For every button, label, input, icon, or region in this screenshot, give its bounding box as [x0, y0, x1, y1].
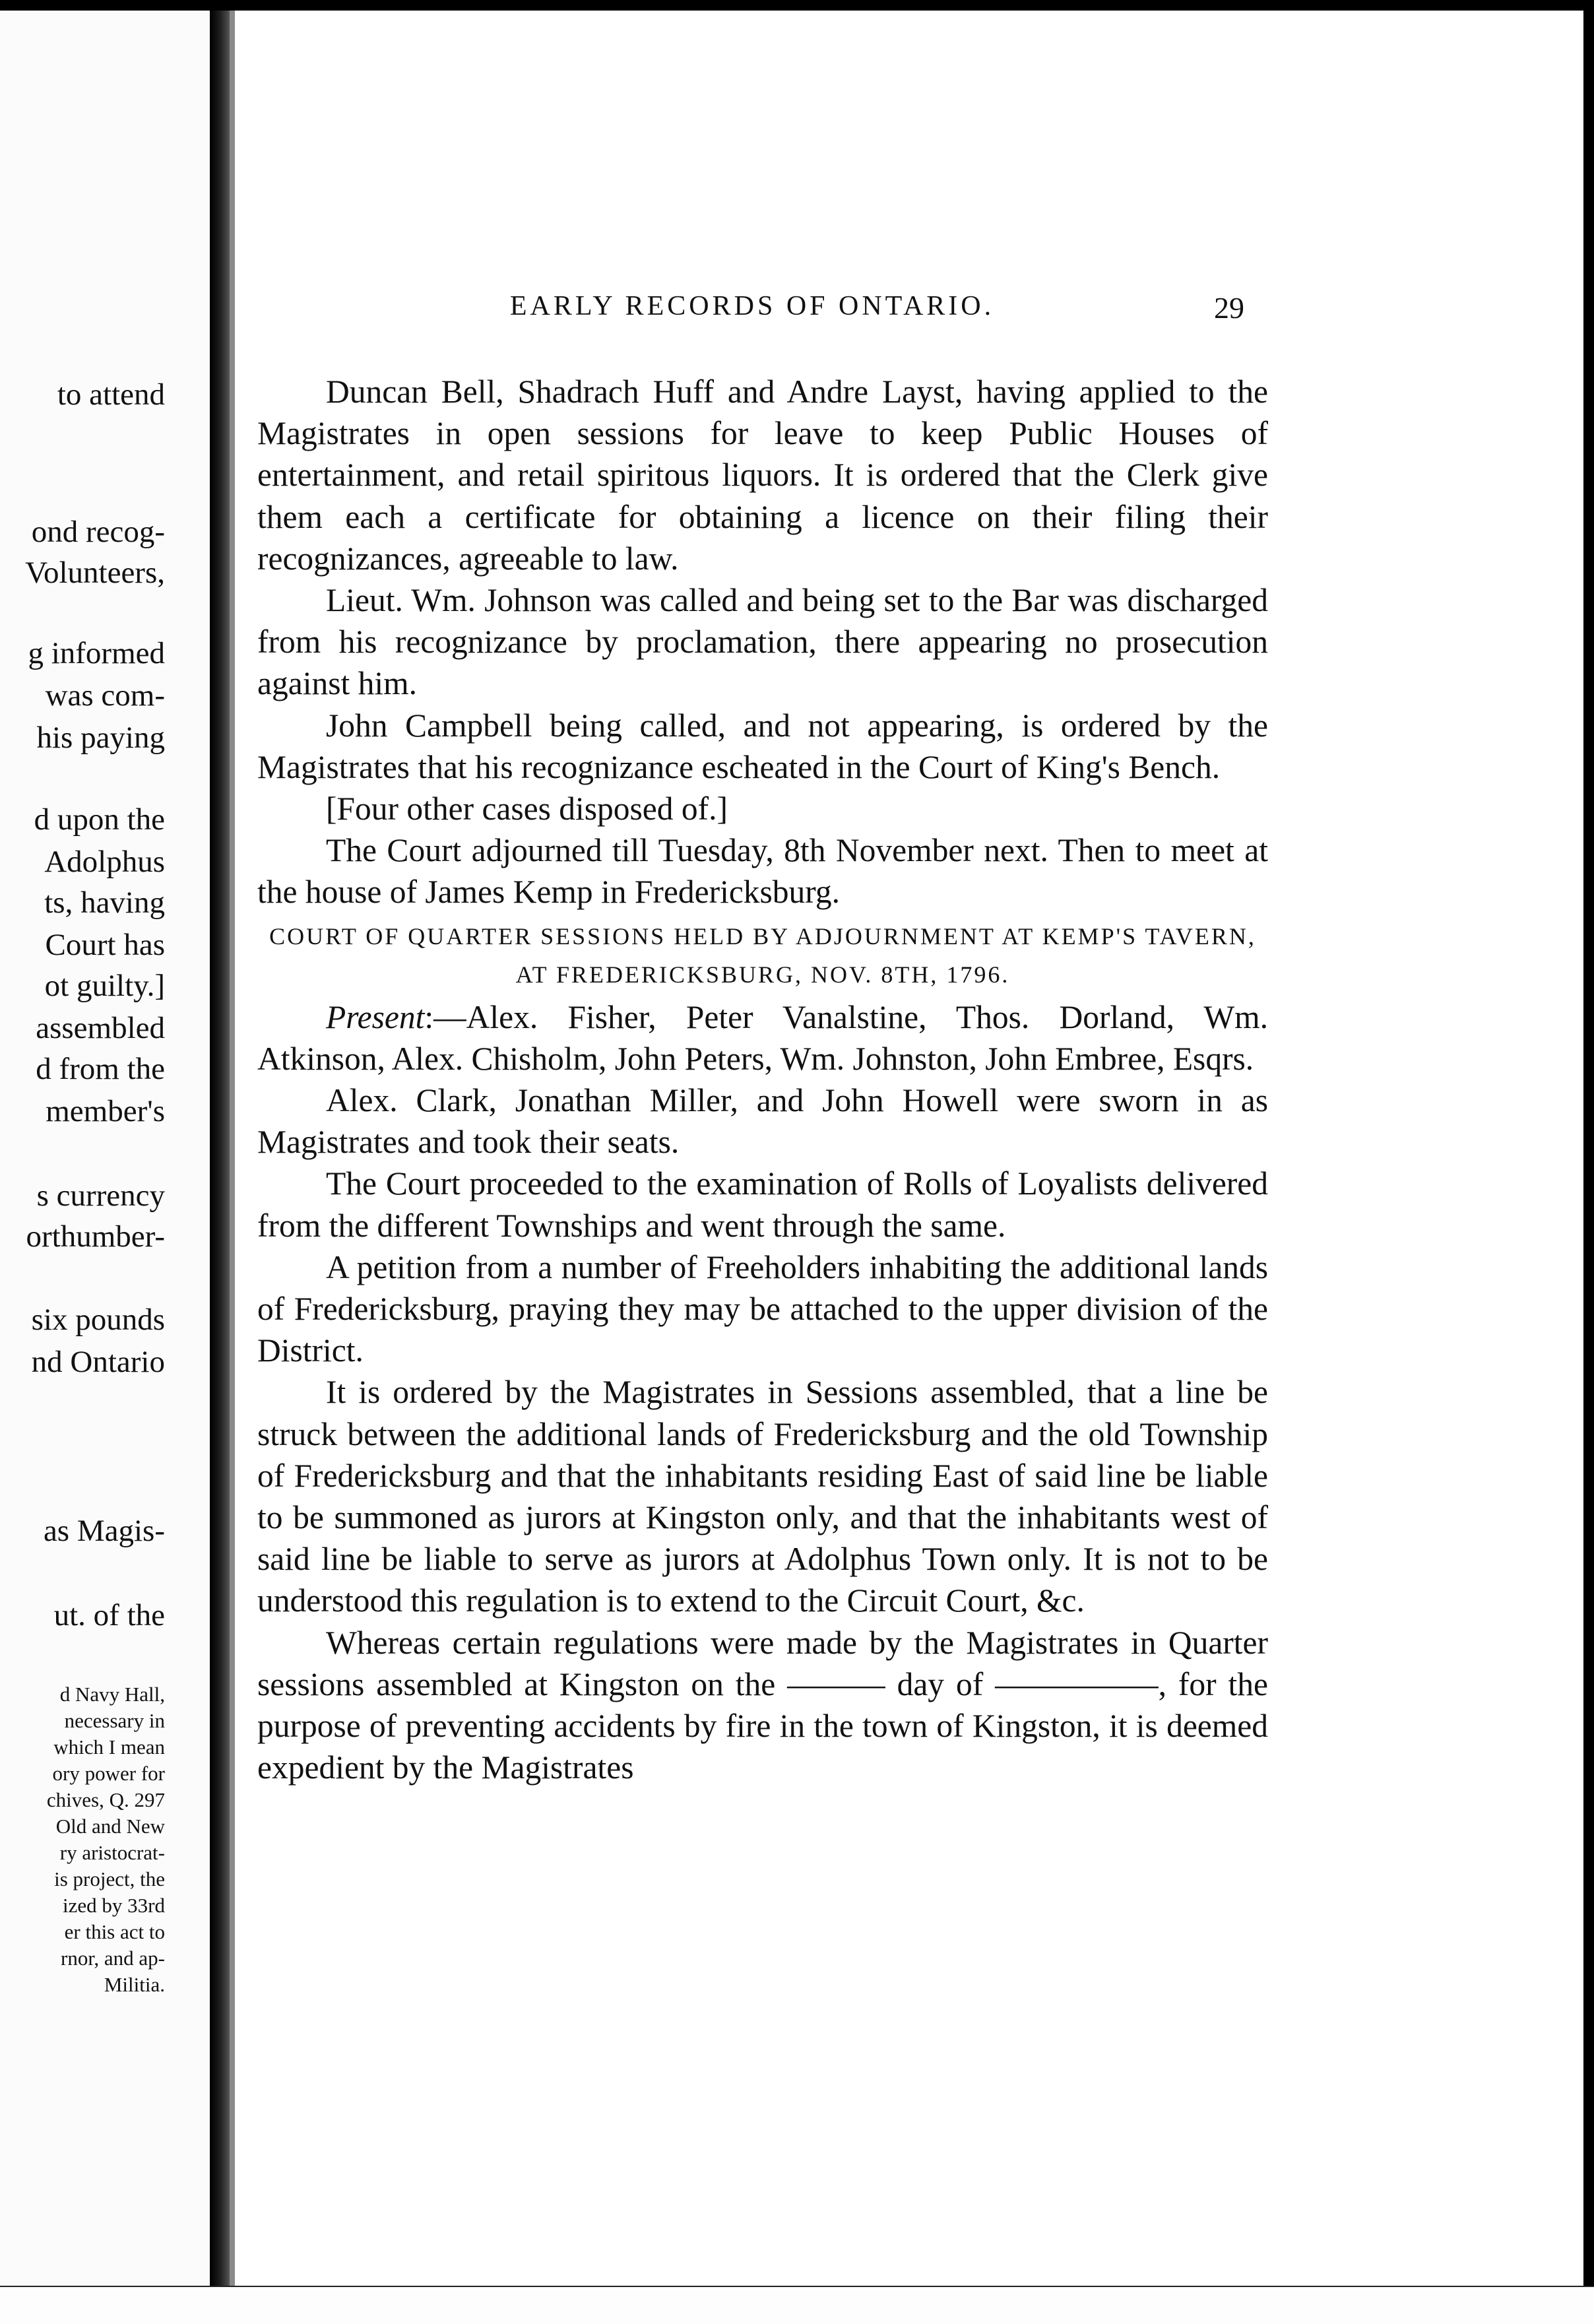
paragraph: [Four other cases disposed of.]: [326, 791, 728, 827]
left-line: to attend: [57, 377, 165, 412]
paragraph: John Campbell being called, and not appearing, is ordered by the Magistrates that his recognizance escheated in the Court of King's Bench.: [257, 707, 1268, 785]
left-footnote-line: necessary in: [64, 1709, 165, 1732]
paragraph: It is ordered by the Magistrates in Sessions assembled, that a line be struck between the additional lands of Fredericksburg and the old Township of Fredericksburg and that the inhabitants residing East of said line be liable to be summoned as jurors at Kingston only, and that the inhabitants west of said line be liable to serve as jurors at Adolphus Town only. It is not to be understood this regulation is to extend to the Circuit Court, &c.: [257, 1374, 1268, 1619]
left-line: ot guilty.]: [44, 969, 165, 1003]
paragraph: Lieut. Wm. Johnson was called and being set to the Bar was discharged from his recognizance by proclamation, there appearing no prosecution against him.: [257, 582, 1268, 702]
present-paragraph: [257, 996, 1268, 1080]
paragraph: Alex. Clark, Jonathan Miller, and John Howell were sworn in as Magistrates and took their seats.: [257, 1082, 1268, 1161]
present-names: :—Alex. Fisher, Peter Vanalstine, Thos. Dorland, Wm. Atkinson, Alex. Chisholm, John Peters, Wm. Johnston, John Embree, Esqrs.: [257, 998, 1268, 1077]
left-page-fragment: [0, 11, 210, 2287]
gutter-shadow: [230, 11, 235, 2287]
left-footnote-line: d Navy Hall,: [59, 1683, 165, 1706]
left-line: Volunteers,: [25, 556, 165, 590]
left-line: his paying: [36, 721, 165, 755]
left-footnote-line: ized by 33rd: [63, 1894, 165, 1917]
left-footnote-line: ory power for: [52, 1762, 165, 1785]
left-line: ts, having: [44, 886, 165, 920]
left-line: nd Ontario: [31, 1345, 165, 1379]
page-body: [257, 371, 1268, 1789]
left-footnote-line: Militia.: [104, 1973, 165, 1996]
present-label: Present: [326, 998, 425, 1035]
left-line: ut. of the: [53, 1598, 165, 1632]
left-footnote-line: chives, Q. 297: [46, 1788, 165, 1811]
running-head: EARLY RECORDS OF ONTARIO.: [509, 291, 995, 321]
left-line: d upon the: [34, 802, 165, 837]
left-footnote-line: Old and New: [55, 1815, 165, 1838]
scan-right-border: [1583, 11, 1594, 2287]
left-line: s currency: [36, 1178, 165, 1213]
left-footnote-line: rnor, and ap-: [61, 1947, 165, 1970]
left-line: d from the: [36, 1052, 165, 1086]
left-footnote-line: ry aristocrat-: [59, 1841, 165, 1864]
left-line: member's: [46, 1094, 165, 1128]
left-line: assembled: [36, 1011, 165, 1045]
page-number: 29: [1214, 291, 1244, 325]
left-line: as Magis-: [43, 1514, 165, 1548]
left-line: Court has: [45, 928, 165, 962]
scan-top-border: [0, 0, 1594, 11]
section-heading: COURT OF QUARTER SESSIONS HELD BY ADJOURNMENT AT KEMP'S TAVERN, AT FREDERICKSBURG, NOV. 8TH, 1796.: [269, 922, 1256, 988]
book-gutter: [210, 11, 230, 2287]
paragraph: The Court proceeded to the examination of Rolls of Loyalists delivered from the different Townships and went through the same.: [257, 1165, 1268, 1244]
paragraph: Whereas certain regulations were made by the Magistrates in Quarter sessions assembled at Kingston on the ——— day of —————, for the purpose of preventing accidents by fire in the town of Kingston, it is deemed expedient by the Magistrates: [257, 1624, 1268, 1786]
left-footnote-line: which I mean: [53, 1735, 165, 1759]
left-line: was com-: [45, 678, 165, 713]
left-footnote-line: er this act to: [64, 1920, 165, 1943]
paragraph: The Court adjourned till Tuesday, 8th November next. Then to meet at the house of James Kemp in Fredericksburg.: [257, 832, 1268, 911]
scan-bottom-edge: [0, 2286, 1594, 2324]
left-line: g informed: [28, 636, 165, 670]
left-line: six pounds: [31, 1303, 165, 1337]
left-line: orthumber-: [26, 1219, 165, 1254]
paragraph: Duncan Bell, Shadrach Huff and Andre Layst, having applied to the Magistrates in open sessions for leave to keep Public Houses of entertainment, and retail spiritous liquors. It is ordered that the Clerk give them each a certificate for obtaining a licence on their filing their recognizances, agreeable to law.: [257, 373, 1268, 577]
left-line: ond recog-: [31, 515, 165, 549]
left-footnote-line: is project, the: [54, 1867, 165, 1890]
left-line: Adolphus: [44, 845, 165, 879]
paragraph: A petition from a number of Freeholders inhabiting the additional lands of Fredericksburg, praying they may be attached to the upper division of the District.: [257, 1248, 1268, 1369]
